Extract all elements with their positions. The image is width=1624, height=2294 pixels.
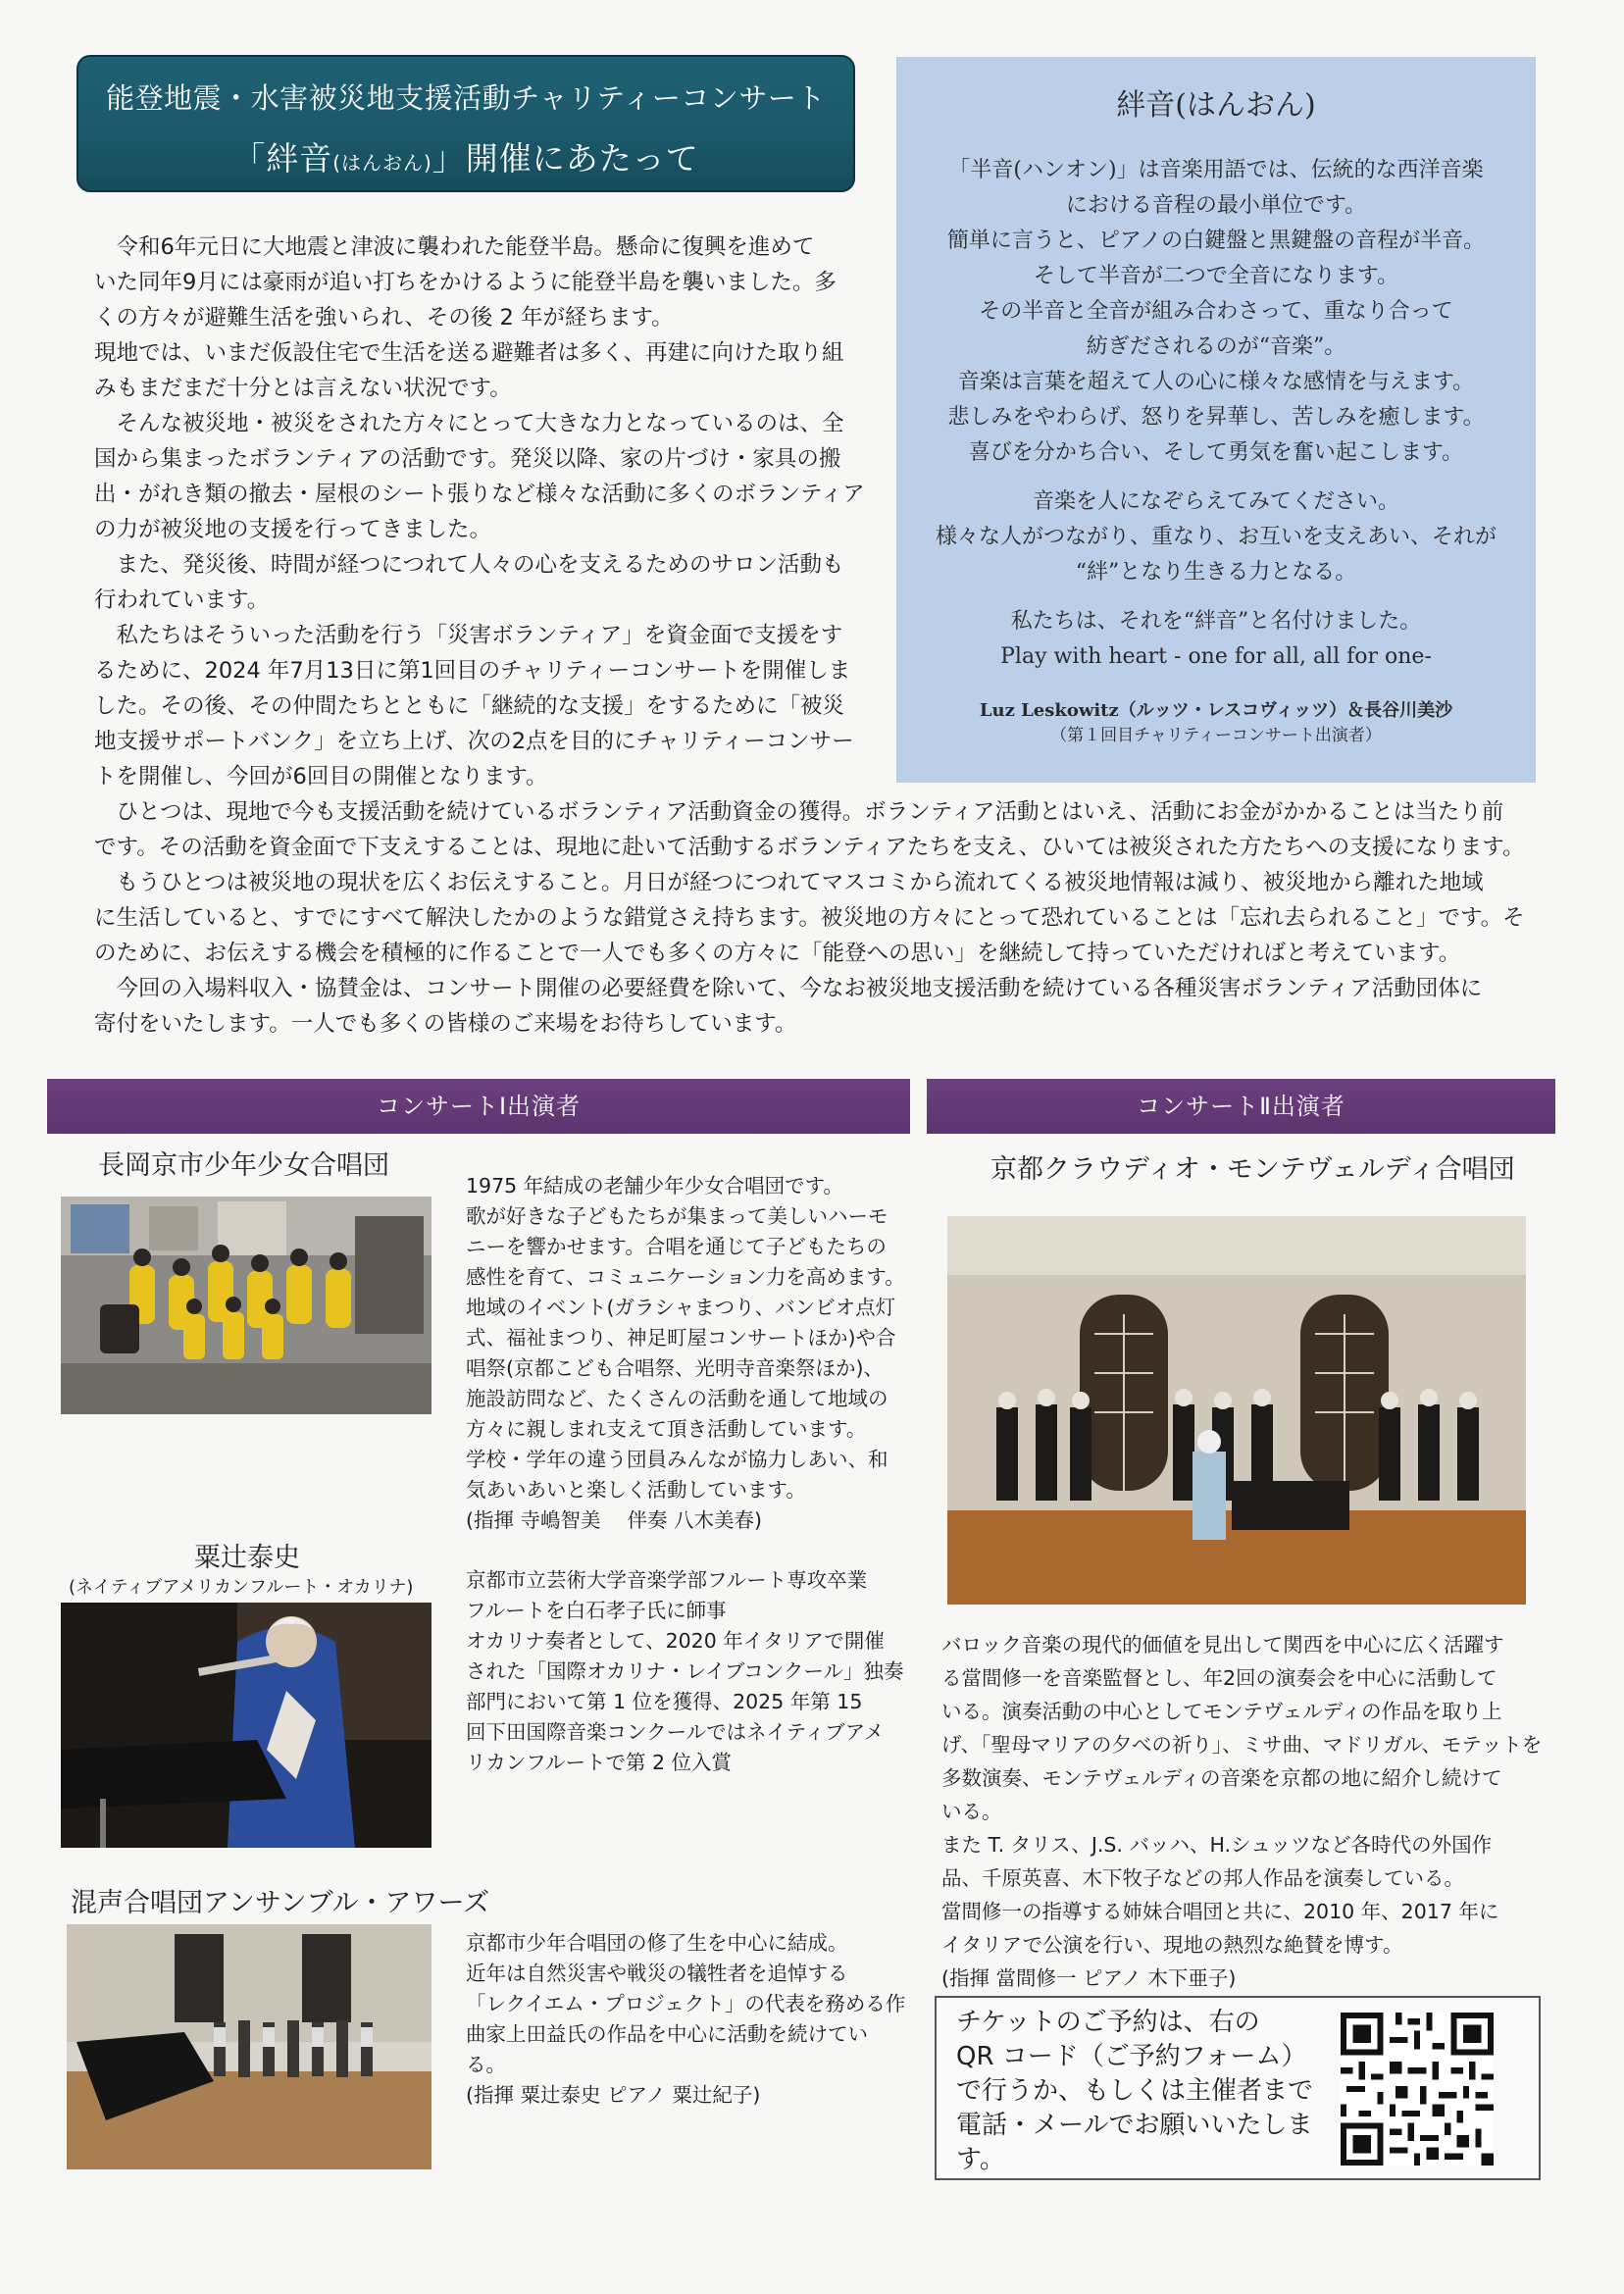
intro-line: 出・がれき類の撤去・屋根のシート張りなど様々な活動に多くのボランティア — [94, 482, 865, 507]
qr-code-icon[interactable] — [1341, 2013, 1494, 2166]
hanon-line: 紡ぎだされるのが“音楽”。 — [1086, 334, 1346, 359]
description-line: また T. タリス、J.S. バッハ、H.シュッツなど各時代の外国作 — [941, 1833, 1493, 1857]
description-line: いる。演奏活動の中心としてモンテヴェルディの作品を取り上 — [941, 1700, 1502, 1723]
body-line: のために、お伝えする機会を積極的に作ることで一人でも多くの方々に「能登への思い」を継続して持っていただければと考えています。 — [94, 941, 1461, 966]
description-line: 式、福祉まつり、神足町屋コンサートほか)や合 — [466, 1326, 896, 1350]
intro-line: した。その後、その仲間たちとともに「継続的な支援」をするために「被災 — [94, 693, 845, 719]
description-line: 気あいあいと楽しく活動しています。 — [466, 1478, 806, 1502]
intro-line: 地支援サポートバンク」を立ち上げ、次の2点を目的にチャリティーコンサー — [94, 729, 854, 754]
hanon-line: 様々な人がつながり、重なり、お互いを支えあい、それが — [935, 525, 1497, 549]
description-line: (指揮 粟辻泰史 ピアノ 粟辻紀子) — [466, 2083, 761, 2107]
description-line: 施設訪問など、たくさんの活動を通して地域の — [466, 1387, 888, 1410]
ticket-box — [935, 1996, 1541, 2180]
hanon-line: 音楽を人になぞらえてみてください。 — [1032, 489, 1399, 514]
performer-3-photo — [67, 1924, 431, 2169]
intro-line: 行われています。 — [94, 587, 270, 613]
description-line: (指揮 寺嶋智美 伴奏 八木美春) — [466, 1508, 763, 1532]
main-text — [94, 794, 1561, 1042]
description-line: リカンフルートで第 2 位入賞 — [466, 1751, 733, 1774]
intro-line: そんな被災地・被災をされた方々にとって大きな力となっているのは、全 — [94, 411, 844, 436]
hanon-line: そして半音が二つで全音になります。 — [1033, 264, 1399, 288]
description-line: 曲家上田益氏の作品を中心に活動を続けてい — [466, 2022, 868, 2046]
description-line: 京都市少年合唱団の修了生を中心に結成。 — [466, 1931, 848, 1955]
hanon-heading: 絆音(はんおん) — [1116, 88, 1316, 123]
hanon-line: “絆”となり生きる力となる。 — [1075, 560, 1357, 585]
hanon-line: その半音と全音が組み合わさって、重なり合って — [979, 299, 1453, 324]
performer-1-description — [466, 1171, 905, 1536]
ticket-text — [956, 2006, 1313, 2177]
hanon-line: 喜びを分かち合い、そして勇気を奮い起こします。 — [968, 440, 1464, 465]
hanon-line: Play with heart - one for all, all for one- — [1000, 644, 1432, 669]
description-line: げ、「聖母マリアの夕べの祈り」、ミサ曲、マドリガル、モテットを — [941, 1733, 1543, 1757]
performer-1-photo — [61, 1197, 431, 1414]
description-line: オカリナ奏者として、2020 年イタリアで開催 — [466, 1629, 885, 1653]
description-line: 多数演奏、モンテヴェルディの音楽を京都の地に紹介し続けて — [941, 1766, 1502, 1790]
hanon-line: 「半音(ハンオン)」は音楽用語では、伝統的な西洋音楽 — [948, 158, 1484, 182]
description-line: された「国際オカリナ・レイブコンクール」独奏 — [466, 1659, 904, 1683]
hanon-block-1 — [896, 153, 1536, 471]
ticket-line: す。 — [956, 2145, 1005, 2174]
description-line: 地域のイベント(ガラシャまつり、バンビオ点灯 — [466, 1296, 896, 1319]
body-line: ひとつは、現地で今も支援活動を続けているボランティア活動資金の獲得。ボランティア活動とはいえ、活動にお金がかかることは当たり前 — [94, 799, 1504, 825]
description-line: 回下田国際音楽コンクールではネイティブアメ — [466, 1720, 885, 1744]
hanon-line: 簡単に言うと、ピアノの白鍵盤と黒鍵盤の音程が半音。 — [946, 229, 1486, 253]
hanon-signature-note: （第１回目チャリティーコンサート出演者） — [1050, 726, 1382, 745]
ticket-line: で行うか、もしくは主催者まで — [956, 2076, 1314, 2106]
description-line: 1975 年結成の老舗少年少女合唱団です。 — [466, 1174, 844, 1198]
description-line: 當間修一の指導する姉妹合唱団と共に、2010 年、2017 年に — [941, 1900, 1499, 1923]
intro-line: トを開催し、今回が6回目の開催となります。 — [94, 764, 548, 790]
hanon-line: 音楽は言葉を超えて人の心に様々な感情を与えます。 — [957, 370, 1475, 394]
intro-line: また、発災後、時間が経つにつれて人々の心を支えるためのサロン活動も — [94, 552, 844, 578]
hanon-block-3 — [896, 604, 1536, 675]
ticket-line: QR コード（ご予約フォーム） — [956, 2042, 1307, 2071]
hanon-line: における音程の最小単位です。 — [1065, 193, 1367, 218]
performer-2-name: 粟辻泰史 — [194, 1543, 300, 1573]
title-line-1: 能登地震・水害被災地支援活動チャリティーコンサート — [106, 81, 826, 115]
body-line: もうひとつは被災地の現状を広くお伝えすること。月日が経つにつれてマスコミから流れてくる被災地情報は減り、被災地から離れた地域 — [94, 870, 1484, 895]
performer-2-photo — [61, 1603, 431, 1848]
body-line: 寄付をいたします。一人でも多くの皆様のご来場をお待ちしています。 — [94, 1011, 797, 1037]
description-line: バロック音楽の現代的価値を見出して関西を中心に広く活躍す — [941, 1633, 1504, 1657]
intro-line: 私たちはそういった活動を行う「災害ボランティア」を資金面で支援をす — [94, 623, 843, 648]
hanon-block-2 — [896, 484, 1536, 590]
description-line: 歌が好きな子どもたちが集まって美しいハーモ — [466, 1204, 888, 1228]
description-line: 方々に親しまれ支えて頂き活動しています。 — [466, 1417, 867, 1441]
description-line: いる。 — [941, 1800, 1002, 1823]
description-line: 近年は自然災害や戦災の犠牲者を追悼する — [466, 1962, 848, 1985]
title-line-2: 「絆音(はんおん)」開催にあたって — [232, 139, 699, 178]
performer-1-name: 長岡京市少年少女合唱団 — [98, 1150, 389, 1181]
header-title-box — [76, 55, 855, 192]
performer-2-description — [466, 1565, 904, 1778]
description-line: 京都市立芸術大学音楽学部フルート専攻卒業 — [466, 1568, 868, 1592]
hanon-box — [896, 57, 1536, 783]
concert2-photo — [947, 1216, 1526, 1605]
hanon-line: 悲しみをやわらげ、怒りを昇華し、苦しみを癒します。 — [947, 405, 1485, 430]
intro-line: 令和6年元日に大地震と津波に襲われた能登半島。懸命に復興を進めて — [94, 234, 815, 260]
description-line: 品、千原英喜、木下牧子などの邦人作品を演奏している。 — [941, 1866, 1464, 1890]
performer-3-name: 混声合唱団アンサンブル・アワーズ — [71, 1888, 490, 1918]
ticket-line: 電話・メールでお願いいたしま — [956, 2111, 1313, 2140]
ticket-line: チケットのご予約は、右の — [956, 2008, 1260, 2037]
performer-3-description — [466, 1928, 905, 2111]
description-line: 「レクイエム・プロジェクト」の代表を務める作 — [466, 1992, 906, 2015]
description-line: る。 — [466, 2053, 506, 2076]
intro-line: の力が被災地の支援を行ってきました。 — [94, 517, 492, 542]
performer-2-subtitle: (ネイティブアメリカンフルート・オカリナ) — [69, 1577, 414, 1598]
description-line: ニーを響かせます。合唱を通じて子どもたちの — [466, 1235, 887, 1258]
intro-line: 国から集まったボランティアの活動です。発災以降、家の片づけ・家具の搬 — [94, 446, 841, 472]
hanon-signature: Luz Leskowitz（ルッツ・レスコヴィッツ）＆長谷川美沙 — [979, 700, 1453, 721]
intro-line: 現地では、いまだ仮設住宅で生活を送る避難者は多く、再建に向けた取り組 — [94, 340, 844, 366]
intro-line: いた同年9月には豪雨が追い打ちをかけるように能登半島を襲いました。多 — [94, 270, 837, 295]
description-line: イタリアで公演を行い、現地の熱烈な絶賛を博す。 — [941, 1933, 1403, 1957]
concert2-band: コンサートⅡ出演者 — [927, 1079, 1555, 1134]
description-line: る當間修一を音楽監督とし、年2回の演奏会を中心に活動して — [941, 1666, 1497, 1690]
concert2-performer-name: 京都クラウディオ・モンテヴェルディ合唱団 — [990, 1154, 1515, 1185]
description-line: 感性を育て、コミュニケーション力を高めます。 — [466, 1265, 905, 1289]
intro-line: るために、2024 年7月13日に第1回目のチャリティーコンサートを開催しま — [94, 658, 851, 684]
description-line: 部門において第 1 位を獲得、2025 年第 15 — [466, 1690, 863, 1713]
description-line: 唱祭(京都こども合唱祭、光明寺音楽祭ほか)、 — [466, 1356, 884, 1380]
concert2-description — [941, 1628, 1542, 1995]
intro-line: くの方々が避難生活を強いられ、その後 2 年が経ちます。 — [94, 305, 674, 331]
description-line: (指揮 當間修一 ピアノ 木下亜子) — [941, 1966, 1237, 1990]
hanon-line: 私たちは、それを“絆音”と名付けました。 — [1010, 609, 1422, 634]
concert1-band: コンサートⅠ出演者 — [47, 1079, 910, 1134]
body-line: です。その活動を資金面で下支えすることは、現地に赴いて活動するボランティアたちを支え、ひいては被災された方たちへの支援になります。 — [94, 835, 1525, 860]
body-line: に生活していると、すでにすべて解決したかのような錯覚さえ持ちます。被災地の方々にとって恐れていることは「忘れ去られること」です。そ — [94, 905, 1525, 931]
description-line: フルートを白石孝子氏に師事 — [466, 1599, 727, 1622]
body-line: 今回の入場料収入・協賛金は、コンサート開催の必要経費を除いて、今なお被災地支援活動を続けている各種災害ボランティア活動団体に — [94, 976, 1483, 1001]
intro-line: みもまだまだ十分とは言えない状況です。 — [94, 376, 512, 401]
description-line: 学校・学年の違う団員みんなが協力しあい、和 — [466, 1448, 888, 1471]
intro-text — [94, 229, 879, 794]
